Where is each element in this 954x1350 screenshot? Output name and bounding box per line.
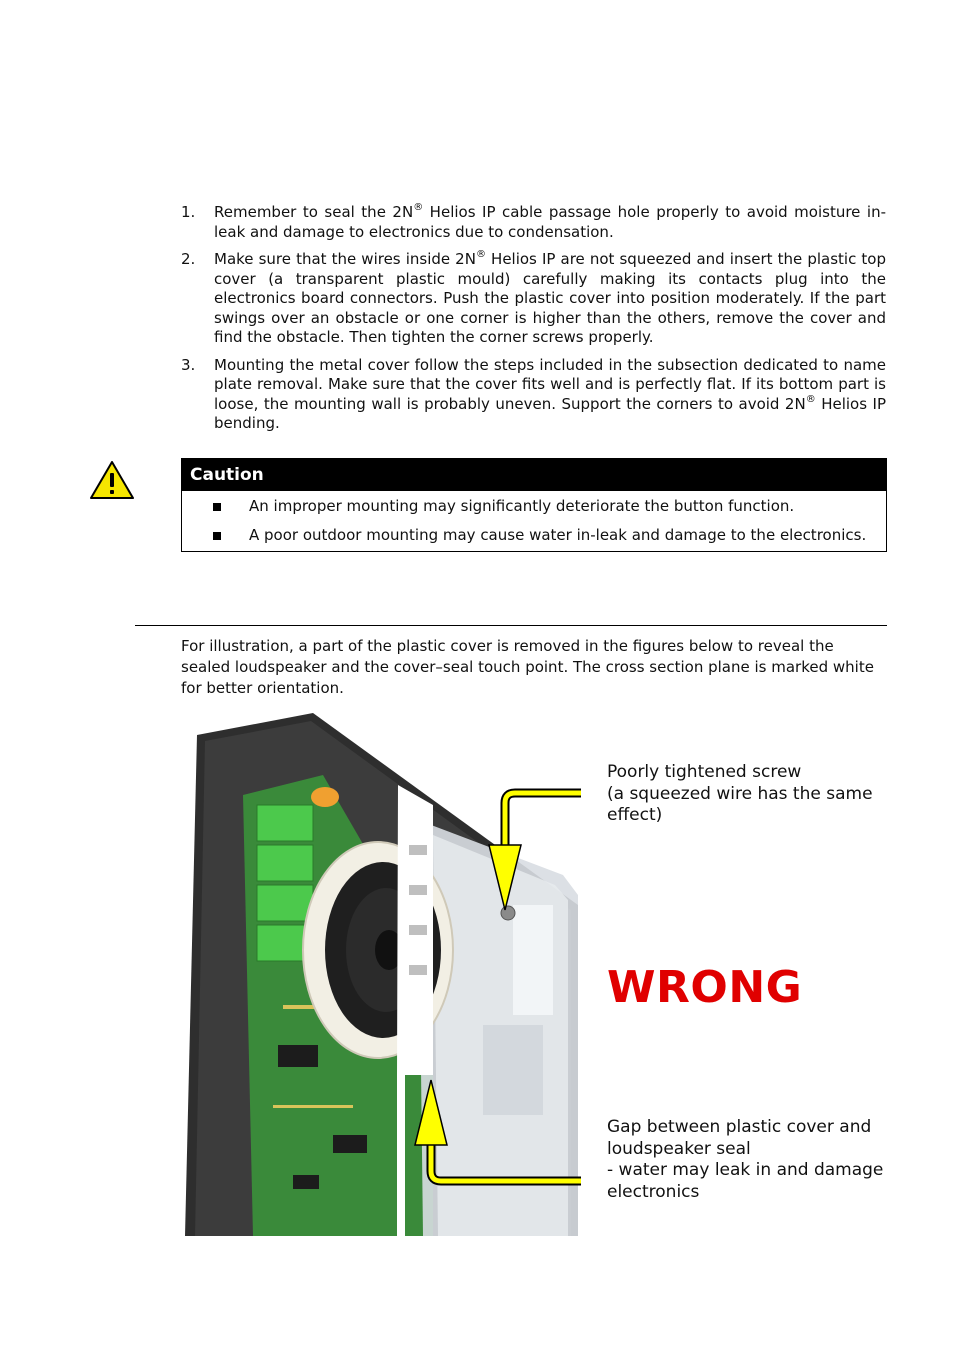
mounting-steps xyxy=(181,203,886,442)
callout-poor-screw: Poorly tightened screw (a squeezed wire has the same effect) xyxy=(607,762,873,825)
figure-intro: For illustration, a part of the plastic cover is removed in the figures below to reveal the sealed loudspeaker and the cover–seal touch point. The cross section plane is marked white for better orientation. xyxy=(181,637,874,697)
callout-seal-gap: Gap between plastic cover and loudspeaker seal - water may leak in and damage electronics xyxy=(607,1117,884,1202)
step-item: 2. Make sure that the wires inside 2N® Helios IP are not squeezed and insert the plastic top cover (a transparent plastic mould) carefully making its contacts plug into the electronics board connectors. Push the plastic cover into position moderately. If the part swings over an obstacle or one corner is higher than the others, remove the cover and find the obstacle. Then tighten the corner screws properly. xyxy=(181,249,886,346)
section-divider xyxy=(135,625,887,626)
caution-item: An improper mounting may significantly deteriorate the button function. xyxy=(182,497,876,516)
warning-icon xyxy=(89,460,135,500)
caution-title: Caution xyxy=(182,459,886,491)
caution-item: A poor outdoor mounting may cause water in-leak and damage to the electronics. xyxy=(182,526,876,545)
step-item: 1. Remember to seal the 2N® Helios IP cable passage hole properly to avoid moisture in-leak and damage to electronics due to condensation. xyxy=(181,202,886,241)
caution-list xyxy=(182,491,886,551)
square-bullet-icon xyxy=(213,532,221,540)
caution-box xyxy=(181,458,887,552)
step-item: 3. Mounting the metal cover follow the steps included in the subsection dedicated to name plate removal. Make sure that the cover fits well and is perfectly flat. If its bottom part is loose, the mounting wall is probably uneven. Support the corners to avoid 2N® Helios IP bending. xyxy=(181,355,886,432)
square-bullet-icon xyxy=(213,503,221,511)
verdict-label: WRONG xyxy=(607,962,803,1013)
device-cross-section-photo xyxy=(183,705,583,1236)
